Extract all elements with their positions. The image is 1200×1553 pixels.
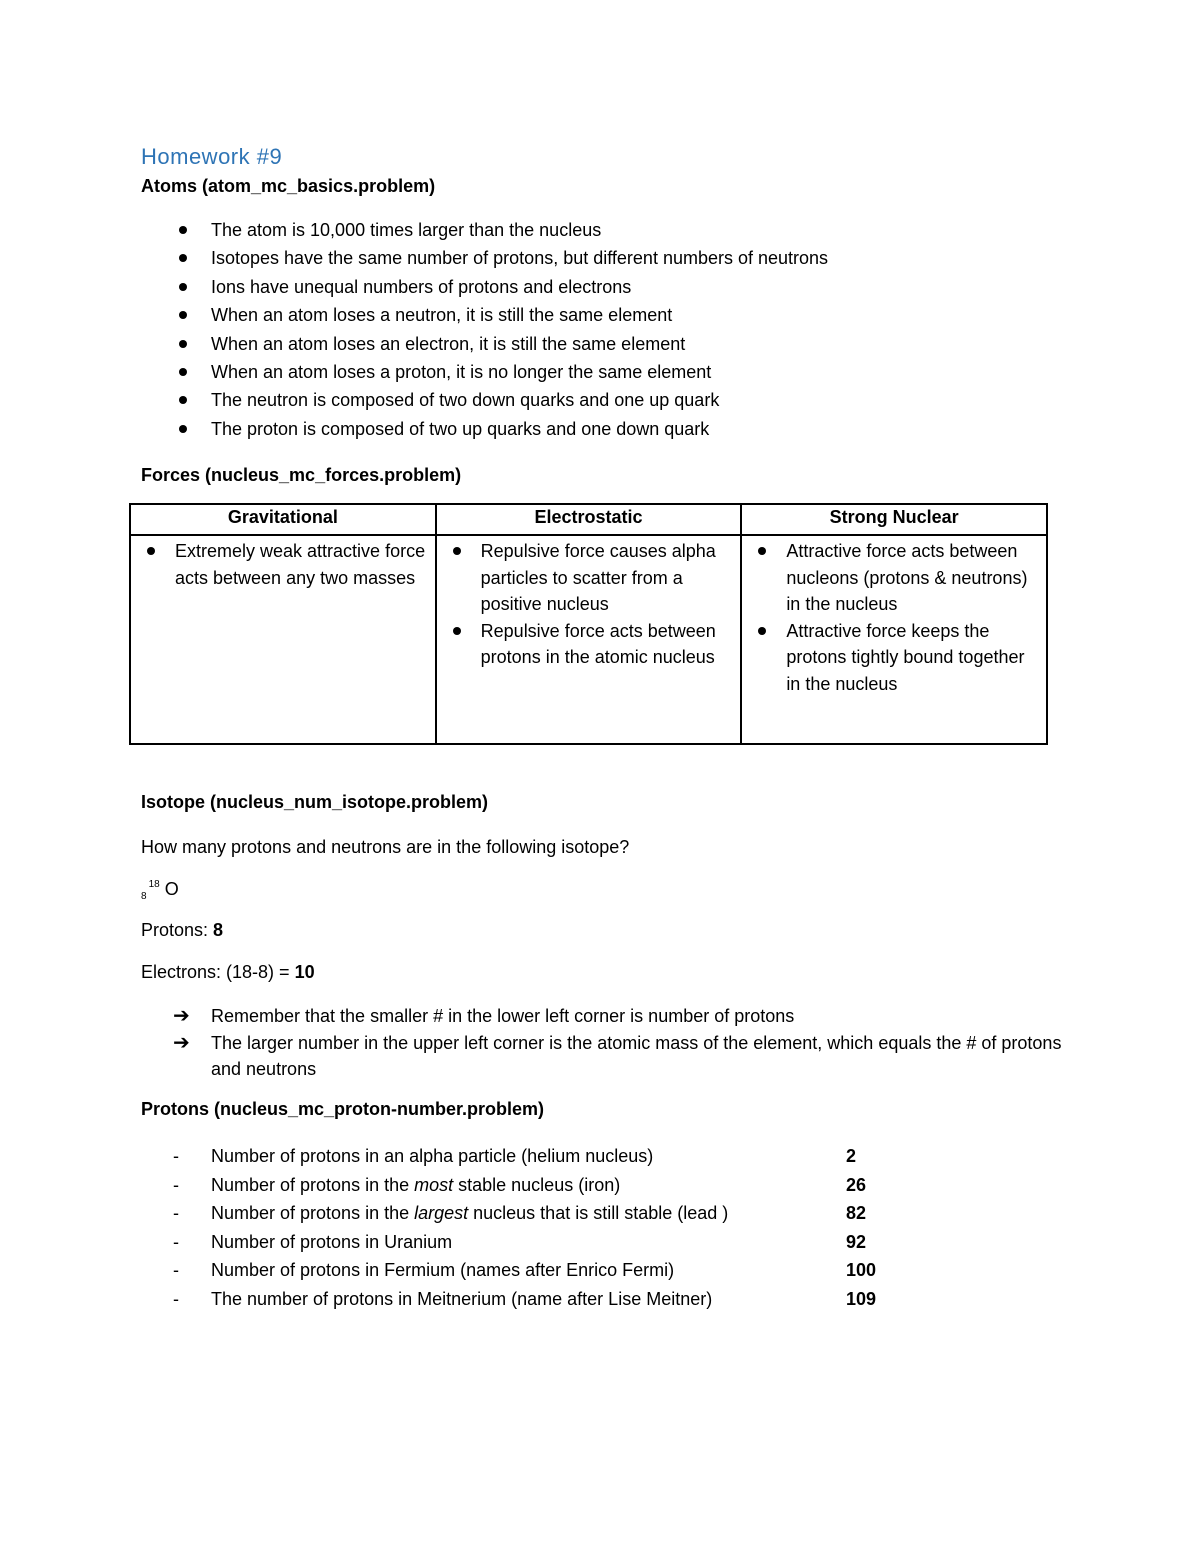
row-value: 2 <box>846 1146 857 1166</box>
list-item: The proton is composed of two up quarks and one down quark <box>173 415 828 443</box>
list-item <box>173 1030 1063 1083</box>
strong-nuclear-cell <box>741 535 1047 744</box>
list-item: Attractive force acts between nucleons (protons & neutrons) in the nucleus <box>786 538 1038 618</box>
isotope-question: How many protons and neutrons are in the following isotope? <box>141 837 630 857</box>
list-item: Extremely weak attractive force acts between any two masses <box>175 538 427 591</box>
dash-marker: - <box>173 1231 179 1252</box>
protons-value: 8 <box>213 920 224 940</box>
row-text: Number of protons in the most stable nucleus (iron) <box>211 1174 621 1195</box>
list-item: When an atom loses a proton, it is no longer the same element <box>173 358 828 386</box>
column-header-gravitational: Gravitational <box>130 504 436 535</box>
row-value: 109 <box>846 1288 877 1309</box>
row-text: Number of protons in Fermium (names after Enrico Fermi) <box>211 1260 675 1280</box>
list-item <box>173 1228 893 1257</box>
dash-marker: - <box>173 1288 179 1309</box>
list-item: When an atom loses an electron, it is still the same element <box>173 330 828 358</box>
forces-heading: Forces (nucleus_mc_forces.problem) <box>141 465 462 485</box>
row-value: 26 <box>846 1174 867 1195</box>
arrow-icon: ➔ <box>173 1005 190 1027</box>
dash-marker: - <box>173 1174 179 1195</box>
list-item: Ions have unequal numbers of protons and electrons <box>173 273 828 301</box>
dash-marker: - <box>173 1203 179 1223</box>
protons-heading: Protons (nucleus_mc_proton-number.problem) <box>141 1099 545 1119</box>
list-item: Repulsive force acts between protons in the atomic nucleus <box>481 618 733 671</box>
list-item <box>173 1199 893 1228</box>
electrons-answer <box>141 962 315 983</box>
list-item: Isotopes have the same number of protons, but different numbers of neutrons <box>173 244 828 272</box>
electrostatic-cell <box>436 535 742 744</box>
row-text: Number of protons in an alpha particle (helium nucleus) <box>211 1146 654 1166</box>
row-text: The number of protons in Meitnerium (name after Lise Meitner) <box>211 1288 713 1309</box>
electrons-value: 10 <box>294 962 315 982</box>
protons-label: Protons: <box>141 920 214 940</box>
isotope-symbol <box>141 879 179 900</box>
list-item: Attractive force keeps the protons tightly bound together in the nucleus <box>786 618 1038 698</box>
mass-number: 18 <box>148 879 160 890</box>
list-item: When an atom loses a neutron, it is still the same element <box>173 301 828 329</box>
column-header-electrostatic: Electrostatic <box>436 504 742 535</box>
atoms-list <box>173 216 828 443</box>
row-value: 100 <box>846 1260 877 1280</box>
row-text: Number of protons in the largest nucleus that is still stable (lead ) <box>211 1203 729 1223</box>
atomic-number: 8 <box>141 891 147 902</box>
list-item: The atom is 10,000 times larger than the nucleus <box>173 216 828 244</box>
isotope-heading: Isotope (nucleus_num_isotope.problem) <box>141 792 489 812</box>
row-text: Number of protons in Uranium <box>211 1231 453 1252</box>
forces-table <box>129 503 1048 745</box>
list-item <box>173 1256 893 1285</box>
list-item: Repulsive force causes alpha particles to scatter from a positive nucleus <box>481 538 733 618</box>
atoms-heading: Atoms (atom_mc_basics.problem) <box>141 176 436 196</box>
row-value: 82 <box>846 1203 867 1223</box>
row-value: 92 <box>846 1231 867 1252</box>
list-item <box>173 1285 893 1314</box>
note-text: Remember that the smaller # in the lower left corner is number of protons <box>211 1006 795 1026</box>
page-title: Homework #9 <box>141 144 283 169</box>
note-text: The larger number in the upper left corner is the atomic mass of the element, which equals the # of protons and neutrons <box>211 1032 1062 1079</box>
isotope-notes <box>173 1003 1063 1083</box>
element-symbol: O <box>164 879 179 899</box>
protons-list <box>173 1142 893 1313</box>
list-item <box>173 1003 1063 1030</box>
column-header-strong-nuclear: Strong Nuclear <box>741 504 1047 535</box>
dash-marker: - <box>173 1146 179 1166</box>
list-item: The neutron is composed of two down quarks and one up quark <box>173 386 828 414</box>
dash-marker: - <box>173 1260 179 1280</box>
protons-answer <box>141 920 223 941</box>
electrons-label: Electrons: (18-8) = <box>141 962 295 982</box>
arrow-icon: ➔ <box>173 1031 190 1054</box>
list-item <box>173 1171 893 1200</box>
gravitational-cell <box>130 535 436 744</box>
list-item <box>173 1142 893 1171</box>
